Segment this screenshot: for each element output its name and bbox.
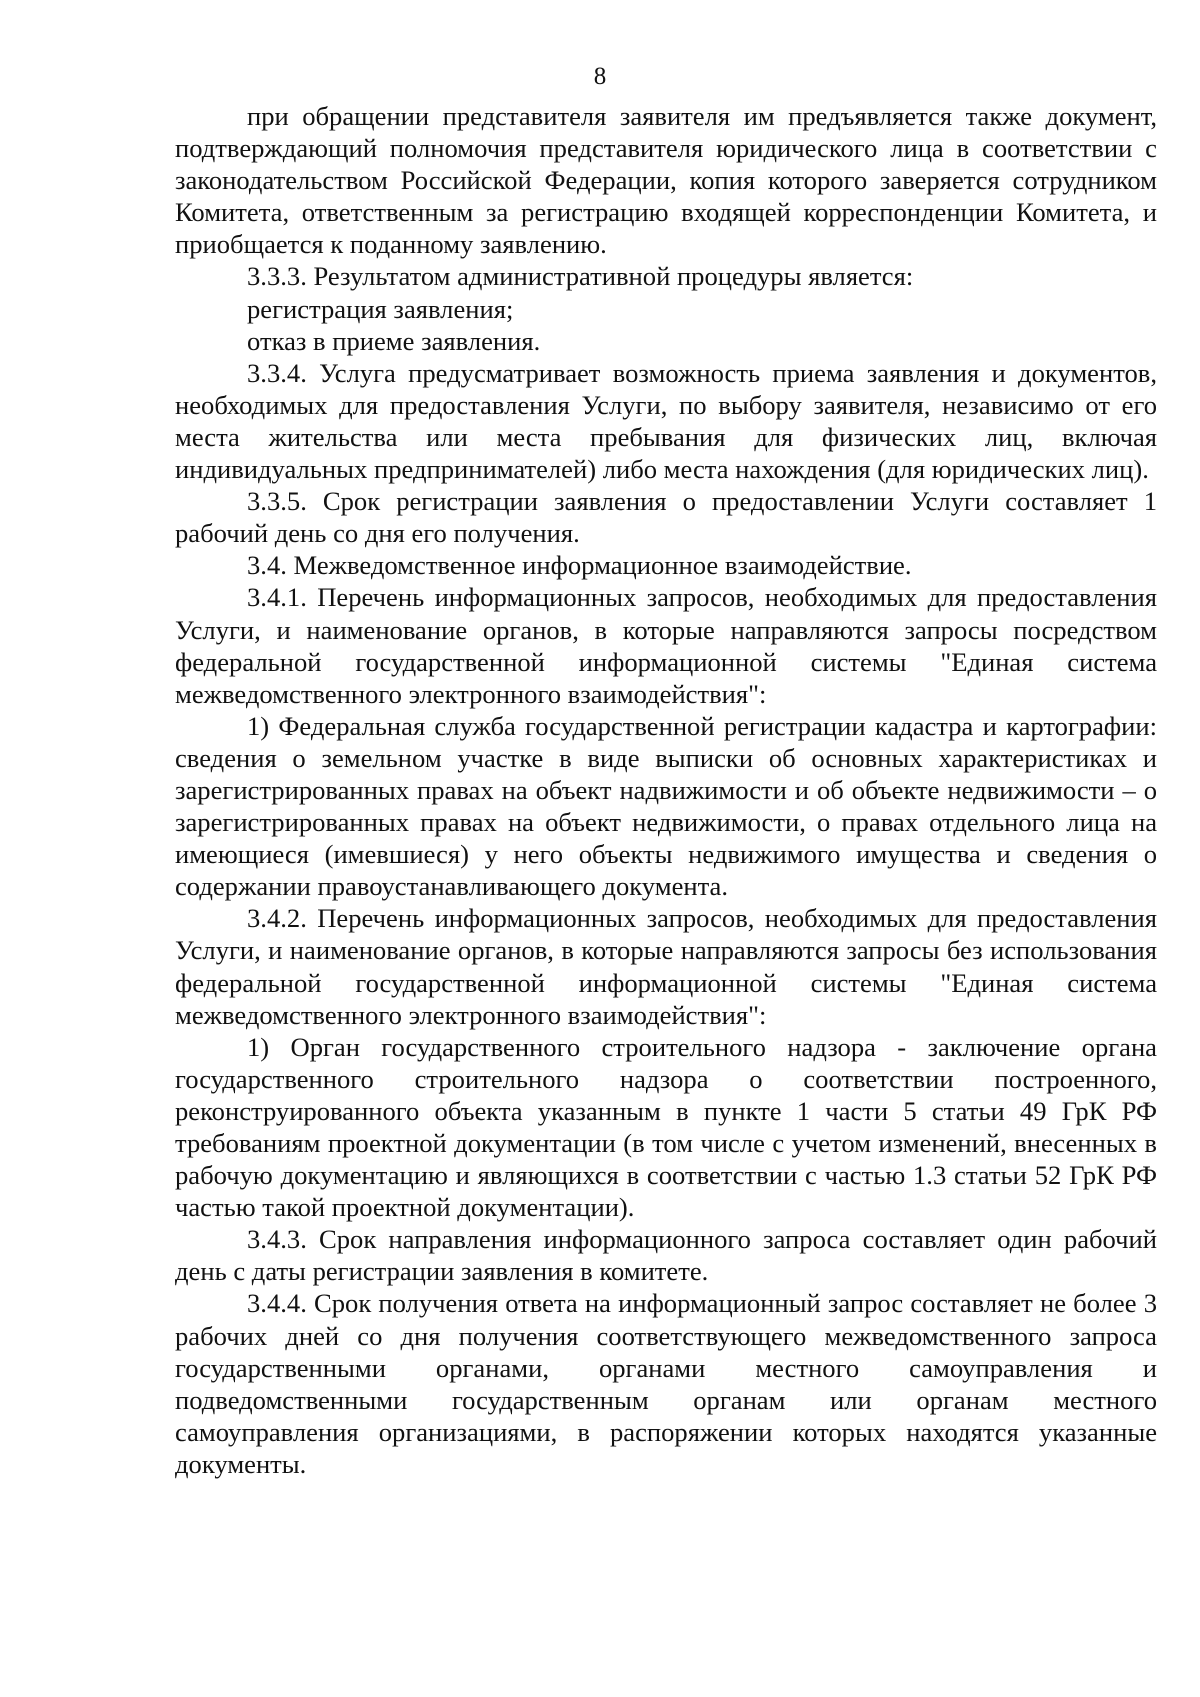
paragraph-representative-document: при обращении представителя заявителя им предъявляется также документ, подтверждающий полномочия представителя юридического лица в соответствии с законодательством Российской Федерации, копия которого заверяется сотрудником Комитета, ответственным за регистрацию входящей корреспонденции Комитета, и приобщается к поданному заявлению. bbox=[175, 101, 1157, 260]
paragraph-3-4-1: 3.4.1. Перечень информационных запросов, необходимых для предоставления Услуги, и наименование органов, в которые направляются запросы посредством федеральной государственной информационной системы "Единая система межведомственного электронного взаимодействия": bbox=[175, 582, 1157, 709]
paragraph-3-4-2-item-1: 1) Орган государственного строительного надзора - заключение органа государственного строительного надзора о соответствии построенного, реконструированного объекта указанным в пункте 1 части 5 статьи 49 ГрК РФ требованиям проектной документации (в том числе с учетом изменений, внесенных в рабочую документацию и являющихся в соответствии с частью 1.3 статьи 52 ГрК РФ частью такой проектной документации). bbox=[175, 1031, 1157, 1223]
paragraph-3-4: 3.4. Межведомственное информационное взаимодействие. bbox=[247, 550, 912, 581]
paragraph-3-4-1-item-1: 1) Федеральная служба государственной регистрации кадастра и картографии: сведения о земельном участке в виде выписки об основных характеристиках и зарегистрированных правах на объект надвижимости и об объекте недвижимости – о зарегистрированных правах на объект недвижимости, о правах отдельного лица на имеющиеся (имевшиеся) у него объекты недвижимого имущества и сведения о содержании правоустанавливающего документа. bbox=[175, 710, 1157, 902]
paragraph-3-3-3: 3.3.3. Результатом административной процедуры является: bbox=[247, 261, 914, 292]
page-number: 8 bbox=[593, 63, 607, 90]
paragraph-3-4-3: 3.4.3. Срок направления информационного запроса составляет один рабочий день с даты регистрации заявления в комитете. bbox=[175, 1224, 1157, 1287]
paragraph-3-3-5: 3.3.5. Срок регистрации заявления о предоставлении Услуги составляет 1 рабочий день со дня его получения. bbox=[175, 486, 1157, 549]
paragraph-registration: регистрация заявления; bbox=[247, 293, 514, 324]
paragraph-3-4-4: 3.4.4. Срок получения ответа на информационный запрос составляет не более 3 рабочих дней со дня получения соответствующего межведомственного запроса государственными органами, органами местного самоуправления и подведомственными государственным органам или органам местного самоуправления организациями, в распоряжении которых находятся указанные документы. bbox=[175, 1288, 1157, 1479]
paragraph-3-4-2: 3.4.2. Перечень информационных запросов, необходимых для предоставления Услуги, и наименование органов, в которые направляются запросы без использования федеральной государственной информационной системы "Единая система межведомственного электронного взаимодействия": bbox=[175, 903, 1157, 1030]
document-body bbox=[175, 100, 1157, 1480]
paragraph-refusal: отказ в приеме заявления. bbox=[247, 325, 541, 356]
paragraph-3-3-4: 3.3.4. Услуга предусматривает возможность приема заявления и документов, необходимых для предоставления Услуги, по выбору заявителя, независимо от его места жительства или места пребывания для физических лиц, включая индивидуальных предпринимателей) либо места нахождения (для юридических лиц). bbox=[175, 357, 1157, 485]
